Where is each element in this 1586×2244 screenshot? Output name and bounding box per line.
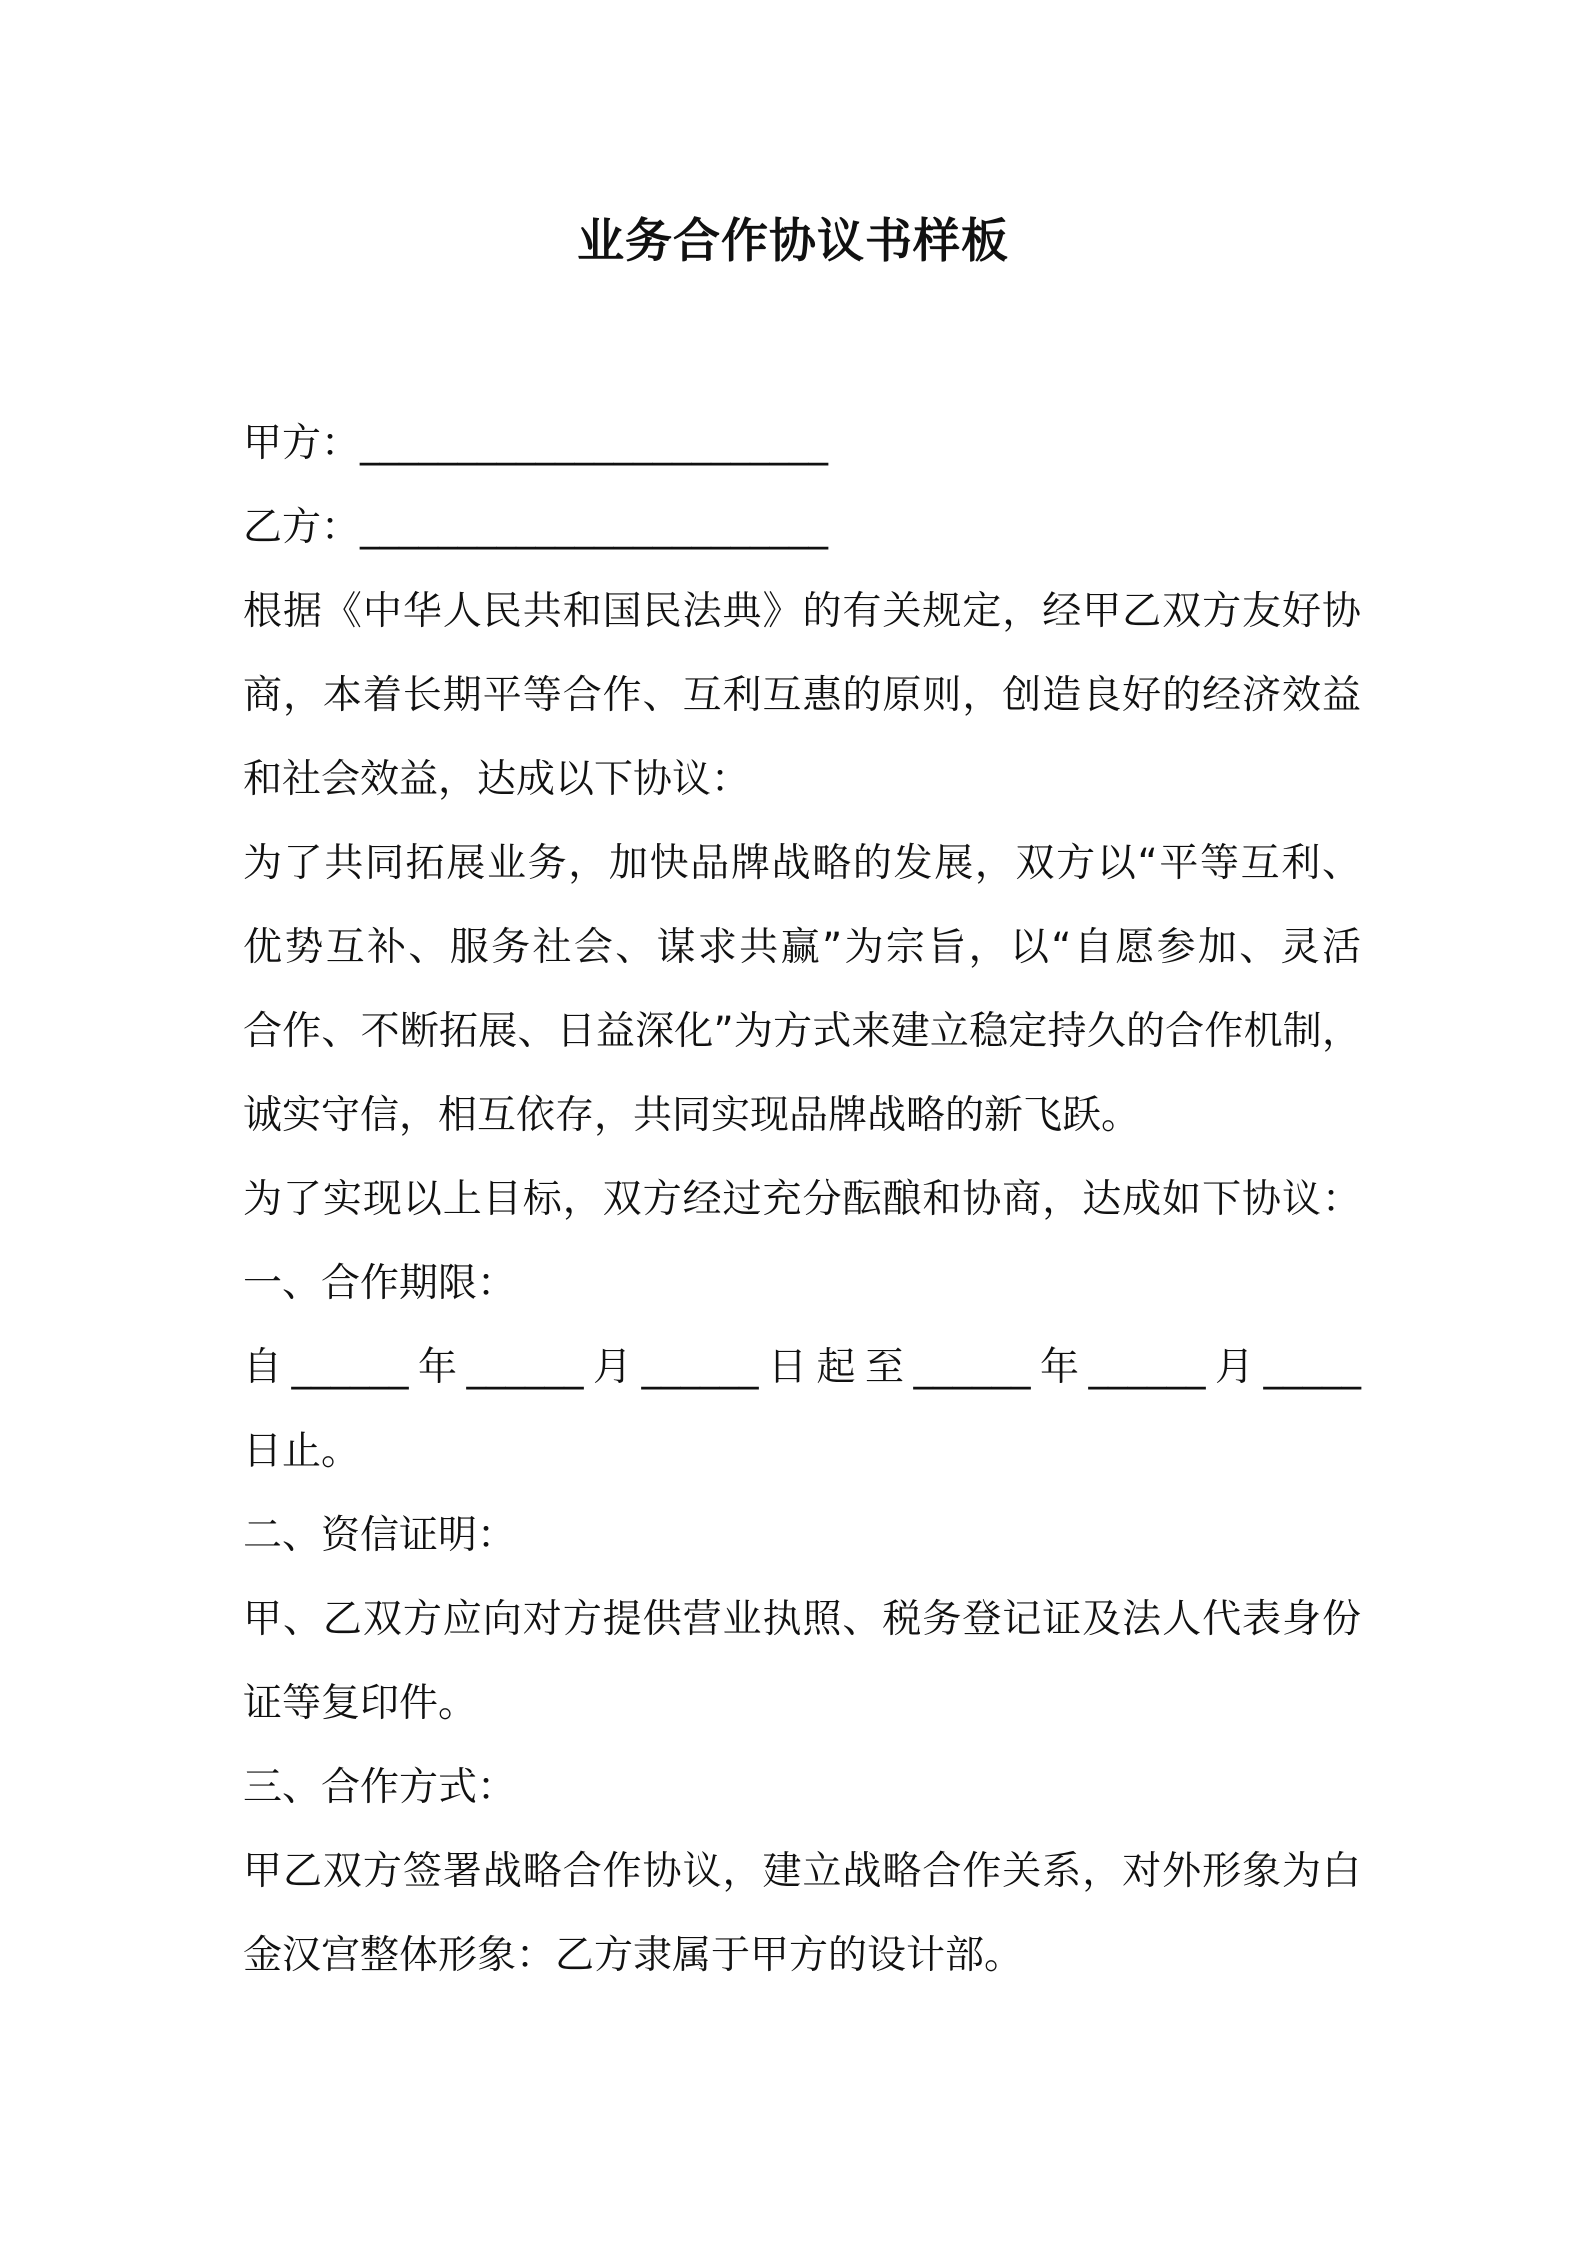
document-title: 业务合作协议书样板 [577,214,1009,269]
document-body [243,402,1361,1998]
party-a-line: 甲方：________________________ [243,421,829,466]
paragraph-line: 日止。 [243,1429,361,1474]
paragraph-line: 合作、不断拓展、日益深化”为方式来建立稳定持久的合作机制， [243,1009,1361,1054]
paragraph-line: 证等复印件。 [243,1681,478,1726]
paragraph-line: 商，本着长期平等合作、互利互惠的原则，创造良好的经济效益 [243,673,1361,718]
section-heading: 一、合作期限： [243,1261,517,1306]
paragraph-line: 为了实现以上目标，双方经过充分酝酿和协商，达成如下协议： [243,1177,1361,1222]
paragraph-line: 为了共同拓展业务，加快品牌战略的发展，双方以“平等互利、 [243,841,1361,886]
paragraph-line: 金汉宫整体形象：乙方隶属于甲方的设计部。 [243,1933,1024,1978]
paragraph-line: 根据《中华人民共和国民法典》的有关规定，经甲乙双方友好协 [243,589,1361,634]
paragraph-line: 诚实守信，相互依存，共同实现品牌战略的新飞跃。 [243,1093,1141,1138]
paragraph-line: 甲乙双方签署战略合作协议，建立战略合作关系，对外形象为白 [243,1849,1361,1894]
paragraph-line: 优势互补、服务社会、谋求共赢”为宗旨，以“自愿参加、灵活 [243,925,1361,970]
section-heading: 二、资信证明： [243,1513,517,1558]
party-b-line: 乙方：________________________ [243,505,829,550]
date-range-line: 自______年______月______日起至______年______月_____ [243,1345,1361,1390]
paragraph-line: 和社会效益，达成以下协议： [243,757,751,802]
section-heading: 三、合作方式： [243,1765,517,1810]
paragraph-line: 甲、乙双方应向对方提供营业执照、税务登记证及法人代表身份 [243,1597,1361,1642]
